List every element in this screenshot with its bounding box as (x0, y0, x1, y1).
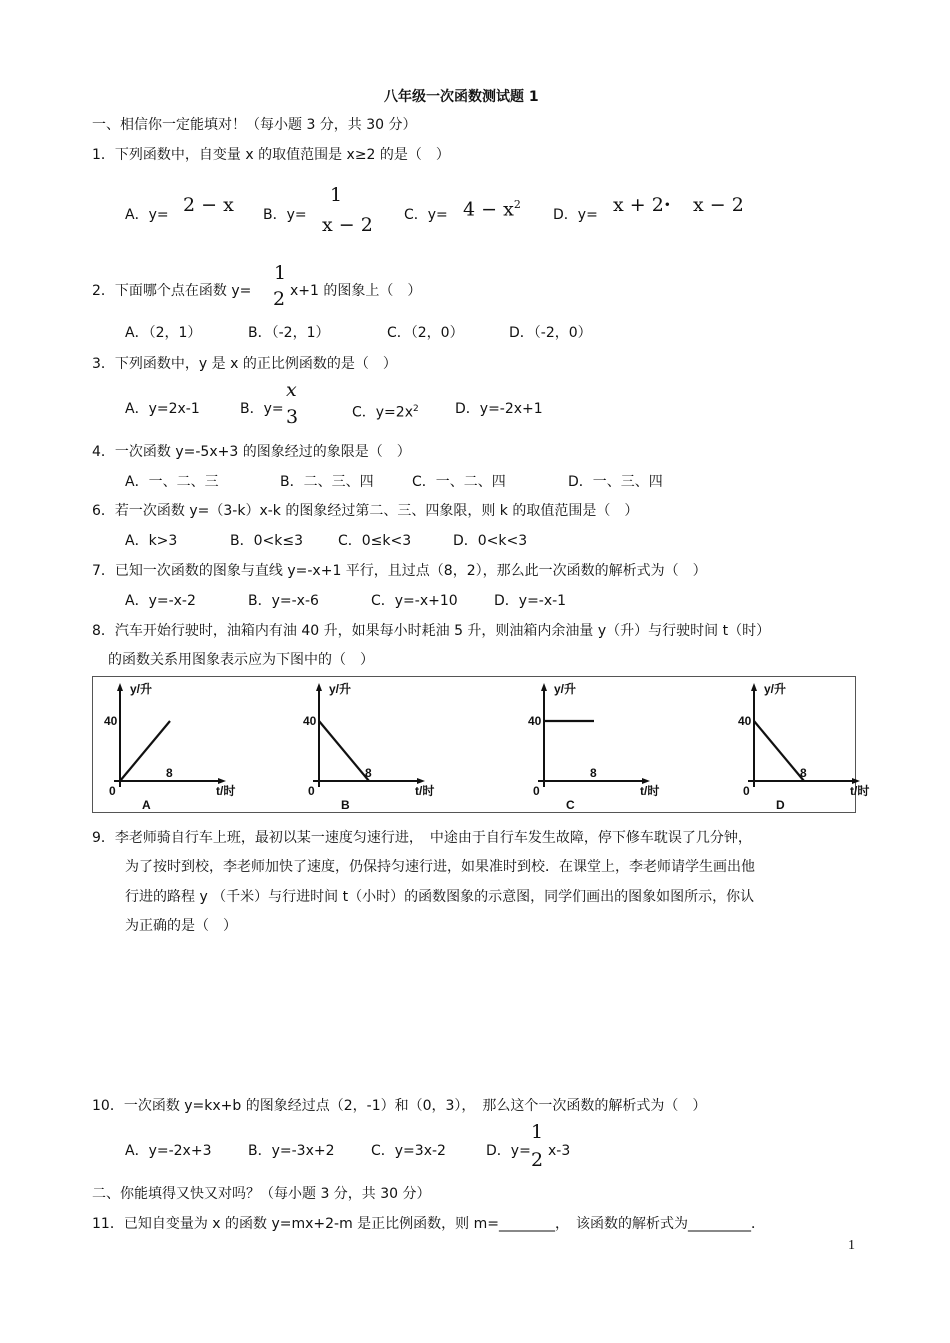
q1-option-b-denominator: x − 2 (322, 214, 373, 236)
q10-option-d-rest: x-3 (548, 1143, 571, 1159)
q3-option-c: C．$y=2x^2$ (352, 404, 419, 421)
question-9-line-1: 9．李老师骑自行车上班，最初以某一速度匀速行进， 中途由于自行车发生故障，停下修车耽误了几分钟， (92, 830, 752, 846)
q3-option-a: A．y=2x-1 (125, 401, 200, 417)
q4-option-d: D．一、三、四 (568, 474, 663, 490)
question-2-stem-end: x+1 的图象上（ ） (290, 283, 422, 299)
graph-b-x-tick: 8 (365, 766, 372, 780)
question-9-line-4: 为正确的是（ ） (125, 918, 237, 934)
graph-a-x-tick: 8 (166, 766, 173, 780)
q1-option-d-dot: · (664, 194, 671, 216)
q1-option-a-label: A．y= (125, 207, 169, 223)
q7-option-c: C．y=-x+10 (371, 593, 458, 609)
question-11: 11．已知自变量为 x 的函数 y=mx+2-m 是正比例函数，则 m=________， 该函数的解析式为_________． (92, 1216, 765, 1232)
q2-option-d: D．（-2，0） (509, 325, 592, 341)
graph-a-y-label: y/升 (130, 682, 153, 696)
q1-option-c-exponent: 2 (513, 198, 521, 211)
q2-fraction-numerator: 1 (274, 262, 287, 284)
q4-option-b: B．二、三、四 (280, 474, 374, 490)
q6-option-c: C．0≤k<3 (338, 533, 412, 549)
section-1-heading: 一、相信你一定能填对！（每小题 3 分，共 30 分） (92, 117, 417, 133)
graph-c-y-tick: 40 (528, 714, 542, 728)
graph-c-x-label: t/时 (640, 784, 660, 798)
q6-option-a: A．k>3 (125, 533, 178, 549)
question-2-stem-start: 2．下面哪个点在函数 y= (92, 283, 252, 299)
q1-option-b-numerator: 1 (330, 184, 343, 206)
graph-b-x-label: t/时 (415, 784, 435, 798)
graph-a-y-arrow (117, 683, 123, 691)
q2-option-b: B．（-2，1） (248, 325, 330, 341)
q8-graphs-panel (92, 676, 870, 813)
q3-option-b-numerator: x (286, 379, 297, 401)
graph-a-letter: A (142, 798, 151, 812)
graph-a-x-label: t/时 (216, 784, 236, 798)
graph-c-y-label: y/升 (554, 682, 577, 696)
graph-d-letter: D (776, 798, 785, 812)
q10-option-d-label: D．y= (486, 1143, 531, 1159)
graph-b-letter: B (341, 798, 350, 812)
question-9-line-3: 行进的路程 y （千米）与行进时间 t（小时）的函数图象的示意图，同学们画出的图象如图所示，你认 (125, 889, 755, 905)
q3-option-b-denominator: 3 (286, 406, 299, 428)
graph-c-letter: C (566, 798, 575, 812)
question-3-stem: 3．下列函数中，y 是 x 的正比例函数的是（ ） (92, 356, 397, 372)
question-1-stem: 1．下列函数中，自变量 x 的取值范围是 x≥2 的是（ ） (92, 147, 450, 163)
graph-d-y-arrow (751, 683, 757, 691)
question-8-line-1: 8．汽车开始行驶时，油箱内有油 40 升，如果每小时耗油 5 升，则油箱内余油量 y（升）与行驶时间 t（时） (92, 623, 771, 639)
question-4-stem: 4．一次函数 y=-5x+3 的图象经过的象限是（ ） (92, 444, 411, 460)
graph-d-x-tick: 8 (800, 766, 807, 780)
q10-option-c: C．y=3x-2 (371, 1143, 446, 1159)
q6-option-b: B．0<k≤3 (230, 533, 303, 549)
question-9-line-2: 为了按时到校，李老师加快了速度，仍保持匀速行进，如果准时到校．在课堂上，李老师请学生画出他 (125, 859, 755, 875)
graph-c-x-tick: 8 (590, 766, 597, 780)
q1-option-d-label: D．y= (553, 207, 598, 223)
graph-b-y-label: y/升 (329, 682, 352, 696)
graph-a-origin-label: 0 (109, 784, 116, 798)
q1-option-c-label: C．y= (404, 207, 448, 223)
graph-c-origin-label: 0 (533, 784, 540, 798)
q6-option-d: D．0<k<3 (453, 533, 528, 549)
page-title: 八年级一次函数测试题 1 (384, 89, 539, 105)
graph-b-y-arrow (316, 683, 322, 691)
q1-option-d-expr2: x − 2 (693, 194, 744, 216)
q7-option-b: B．y=-x-6 (248, 593, 319, 609)
q1-option-b-label: B．y= (263, 207, 307, 223)
graph-b-y-tick: 40 (303, 714, 317, 728)
page-number: 1 (848, 1238, 855, 1253)
q10-option-d-denominator: 2 (531, 1149, 544, 1171)
q10-option-d-numerator: 1 (531, 1121, 544, 1143)
q3-option-d: D．y=-2x+1 (455, 401, 543, 417)
graph-d-series-line (754, 721, 804, 781)
graph-d-y-label: y/升 (764, 682, 787, 696)
question-8-line-2: 的函数关系用图象表示应为下图中的（ ） (108, 652, 374, 668)
q10-option-b: B．y=-3x+2 (248, 1143, 335, 1159)
q3-option-b-label: B．y= (240, 401, 284, 417)
q2-option-a: A．（2，1） (125, 325, 202, 341)
q2-fraction-denominator: 2 (273, 288, 286, 310)
q4-option-a: A．一、二、三 (125, 474, 219, 490)
q8-graphs (93, 677, 870, 812)
q10-option-a: A．y=-2x+3 (125, 1143, 212, 1159)
q1-option-a-expr: 2 − x (183, 194, 234, 216)
graph-d-origin-label: 0 (743, 784, 750, 798)
graph-d-x-label: t/时 (850, 784, 870, 798)
graph-b-origin-label: 0 (308, 784, 315, 798)
graph-d-y-tick: 40 (738, 714, 752, 728)
graph-c-y-arrow (541, 683, 547, 691)
q7-option-a: A．y=-x-2 (125, 593, 196, 609)
q2-option-c: C．（2，0） (387, 325, 464, 341)
q1-option-d-expr1: x + 2 (613, 194, 664, 216)
q3-option-c-exponent: 2 (412, 404, 419, 414)
question-6-stem: 6．若一次函数 y=（3-k）x-k 的图象经过第二、三、四象限，则 k 的取值范围是（ ） (92, 503, 639, 519)
question-10-stem: 10．一次函数 y=kx+b 的图象经过点（2，-1）和（0，3）， 那么这个一次函数的解析式为（ ） (92, 1098, 707, 1114)
question-7-stem: 7．已知一次函数的图象与直线 y=-x+1 平行，且过点（8，2），那么此一次函数的解析式为（ ） (92, 563, 707, 579)
graph-a-y-tick: 40 (104, 714, 118, 728)
q7-option-d: D．y=-x-1 (494, 593, 567, 609)
graph-a-series-line (120, 721, 170, 781)
section-2-heading: 二、你能填得又快又对吗？（每小题 3 分，共 30 分） (92, 1186, 431, 1202)
graph-b-series-line (319, 721, 369, 781)
q1-option-c-expr: $4 - x^2$ (463, 198, 521, 221)
q4-option-c: C．一、二、四 (412, 474, 506, 490)
